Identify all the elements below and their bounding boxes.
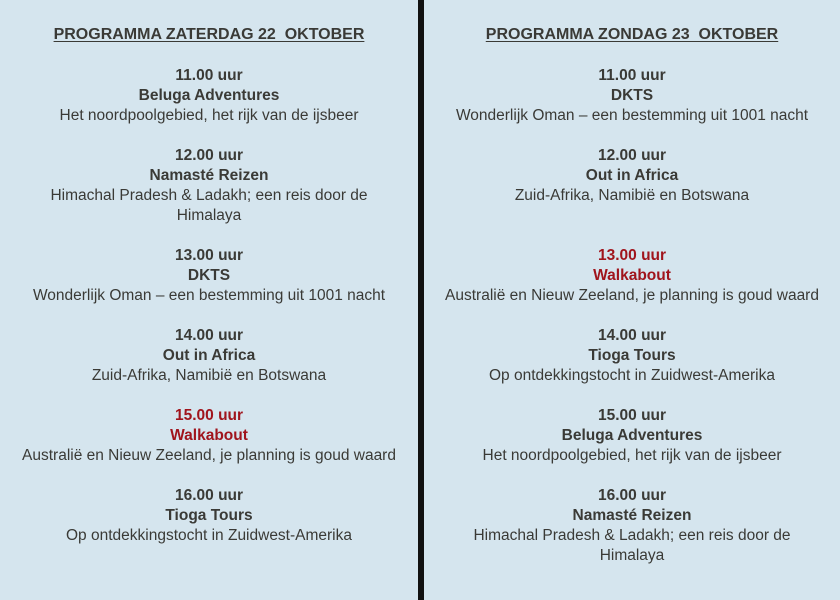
session-description: Himachal Pradesh & Ladakh; een reis door de bbox=[473, 527, 791, 544]
session-time: 15.00 uur bbox=[174, 407, 244, 424]
session-description: Op ontdekkingstocht in Zuidwest-Amerika bbox=[488, 367, 776, 384]
session-time: 11.00 uur bbox=[598, 67, 666, 84]
saturday-session-3 bbox=[0, 246, 418, 306]
session-description: Australië en Nieuw Zeeland, je planning is goud waard bbox=[22, 447, 396, 464]
session-description: Australië en Nieuw Zeeland, je planning is goud waard bbox=[445, 287, 819, 304]
session-organizer: Namasté Reizen bbox=[149, 167, 269, 184]
session-description: Het noordpoolgebied, het rijk van de ijsbeer bbox=[59, 107, 359, 124]
saturday-heading: PROGRAMMA ZATERDAG 22 OKTOBER bbox=[53, 26, 365, 43]
saturday-session-5 bbox=[0, 406, 418, 466]
session-organizer: Beluga Adventures bbox=[138, 87, 280, 104]
session-organizer: Namasté Reizen bbox=[572, 507, 692, 524]
session-description: Op ontdekkingstocht in Zuidwest-Amerika bbox=[65, 527, 353, 544]
session-organizer: Walkabout bbox=[593, 267, 671, 284]
sunday-session-2 bbox=[424, 146, 840, 206]
session-description: Zuid-Afrika, Namibië en Botswana bbox=[514, 187, 750, 204]
session-description: Zuid-Afrika, Namibië en Botswana bbox=[91, 367, 327, 384]
session-time: 11.00 uur bbox=[175, 67, 243, 84]
saturday-session-6 bbox=[0, 486, 418, 546]
sunday-program bbox=[424, 0, 840, 600]
session-time: 15.00 uur bbox=[597, 407, 667, 424]
session-description: Himachal Pradesh & Ladakh; een reis door de bbox=[50, 187, 368, 204]
session-time: 12.00 uur bbox=[597, 147, 667, 164]
session-organizer: Beluga Adventures bbox=[561, 427, 703, 444]
session-description: Het noordpoolgebied, het rijk van de ijsbeer bbox=[482, 447, 782, 464]
session-description: Wonderlijk Oman – een bestemming uit 1001 nacht bbox=[455, 107, 809, 124]
session-time: 14.00 uur bbox=[174, 327, 244, 344]
session-time: 14.00 uur bbox=[597, 327, 667, 344]
session-organizer: Out in Africa bbox=[162, 347, 256, 364]
session-time: 13.00 uur bbox=[174, 247, 244, 264]
session-organizer: Walkabout bbox=[170, 427, 248, 444]
sunday-session-4 bbox=[424, 326, 840, 386]
session-organizer: Tioga Tours bbox=[588, 347, 676, 364]
saturday-session-2 bbox=[0, 146, 418, 226]
session-organizer: Out in Africa bbox=[585, 167, 679, 184]
sunday-session-3 bbox=[424, 246, 840, 306]
sunday-session-6 bbox=[424, 486, 840, 566]
session-time: 13.00 uur bbox=[597, 247, 667, 264]
saturday-session-1 bbox=[0, 66, 418, 126]
session-description-continued: Himalaya bbox=[599, 547, 665, 564]
session-description: Wonderlijk Oman – een bestemming uit 1001 nacht bbox=[32, 287, 386, 304]
sunday-session-1 bbox=[424, 66, 840, 126]
saturday-program bbox=[0, 0, 418, 600]
session-time: 12.00 uur bbox=[174, 147, 244, 164]
session-organizer: DKTS bbox=[610, 87, 654, 104]
session-organizer: Tioga Tours bbox=[165, 507, 253, 524]
saturday-session-4 bbox=[0, 326, 418, 386]
sunday-session-5 bbox=[424, 406, 840, 466]
session-time: 16.00 uur bbox=[174, 487, 244, 504]
sunday-heading: PROGRAMMA ZONDAG 23 OKTOBER bbox=[485, 26, 779, 43]
session-organizer: DKTS bbox=[187, 267, 231, 284]
session-description-continued: Himalaya bbox=[176, 207, 242, 224]
session-time: 16.00 uur bbox=[597, 487, 667, 504]
